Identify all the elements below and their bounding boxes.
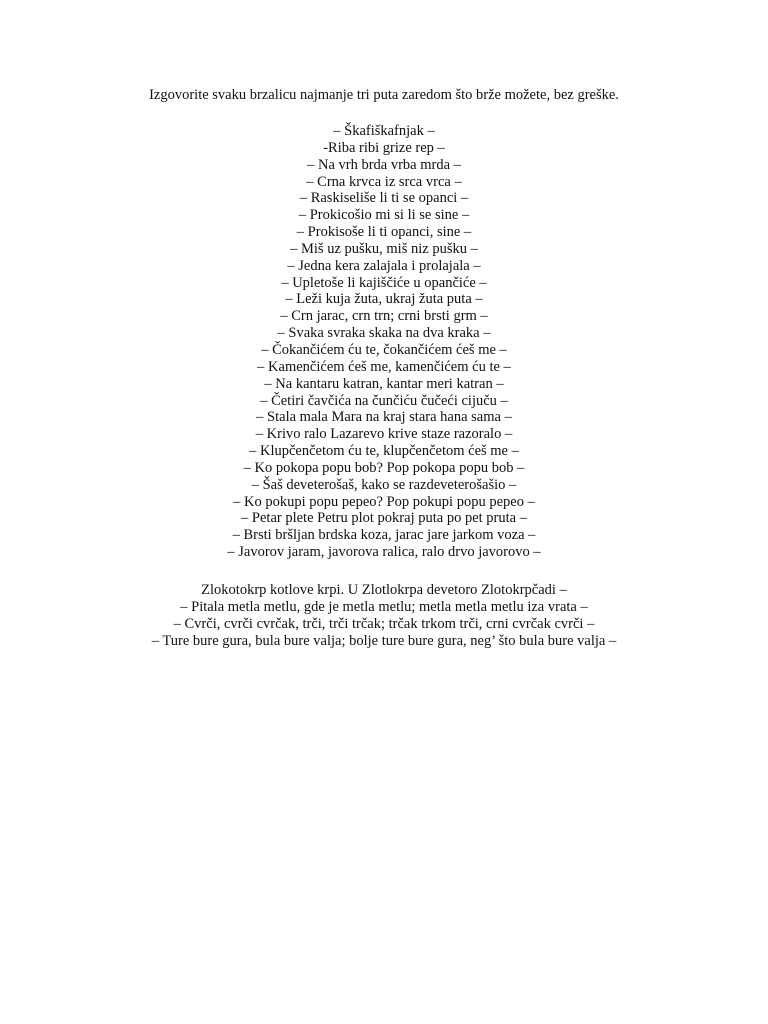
tongue-twister-line: -Riba ribi grize rep – (323, 139, 445, 156)
tongue-twister-line: – Ko pokupi popu pepeo? Pop pokupi popu pepeo – (233, 493, 535, 510)
tongue-twister-line: – Šaš deveterošaš, kako se razdeveterošašio – (251, 476, 517, 493)
tongue-twister-line: – Upletoše li kajiščiće u opančiće – (281, 274, 487, 291)
instruction-text: Izgovorite svaku brzalicu najmanje tri puta zaredom što brže možete, bez greške. (149, 87, 619, 103)
tongue-twister-line: – Prokicošio mi si li se sine – (298, 207, 470, 224)
tongue-twister-line: – Pitala metla metlu, gde je metla metlu; metla metla metlu iza vrata – (180, 598, 588, 615)
tongue-twister-line: – Čokančićem ću te, čokančićem ćeš me – (261, 341, 507, 358)
long-tongue-twister-list (0, 582, 768, 649)
tongue-twister-line: – Na kantaru katran, kantar meri katran – (264, 375, 504, 392)
tongue-twister-line: – Crn jarac, crn trn; crni brsti grm – (280, 308, 488, 325)
tongue-twister-line: – Petar plete Petru plot pokraj puta po pet pruta – (241, 510, 527, 527)
tongue-twister-line: – Prokisoše li ti opanci, sine – (296, 224, 472, 241)
tongue-twister-list (0, 123, 768, 561)
tongue-twister-line: – Ko pokopa popu bob? Pop pokopa popu bob – (243, 459, 525, 476)
tongue-twister-line: – Cvrči, cvrči cvrčak, trči, trči trčak; trčak trkom trči, crni cvrčak cvrči – (173, 615, 595, 632)
tongue-twister-line: – Stala mala Mara na kraj stara hana sama – (256, 409, 512, 426)
tongue-twister-line: – Brsti bršljan brdska koza, jarac jare jarkom voza – (232, 527, 536, 544)
tongue-twister-line: Zlokotokrp kotlove krpi. U Zlotlokrpa devetoro Zlotokrpčadi – (201, 582, 567, 598)
tongue-twister-line: – Jedna kera zalajala i prolajala – (287, 257, 481, 274)
tongue-twister-line: – Krivo ralo Lazarevo krive staze razoralo – (255, 426, 513, 443)
tongue-twister-line: – Ture bure gura, bula bure valja; bolje ture bure gura, neg’ što bula bure valja – (151, 632, 617, 649)
tongue-twister-line: – Miš uz pušku, miš niz pušku – (290, 240, 478, 257)
tongue-twister-line: – Na vrh brda vrba mrda – (307, 156, 461, 173)
tongue-twister-line: – Četiri čavčića na čunčiću čučeći cijuču – (260, 392, 508, 409)
tongue-twister-line: – Kamenčićem ćeš me, kamenčićem ću te – (257, 358, 511, 375)
tongue-twister-line: – Raskiseliše li ti se opanci – (299, 190, 469, 207)
tongue-twister-line: – Javorov jaram, javorova ralica, ralo drvo javorovo – (227, 544, 541, 561)
tongue-twister-line: – Svaka svraka skaka na dva kraka – (277, 325, 491, 342)
tongue-twister-line: – Leži kuja žuta, ukraj žuta puta – (285, 291, 483, 308)
tongue-twister-line: – Klupčenčetom ću te, klupčenčetom ćeš me – (249, 443, 519, 460)
tongue-twister-line: – Škafiškafnjak – (333, 123, 435, 139)
tongue-twister-line: – Crna krvca iz srca vrca – (306, 173, 462, 190)
